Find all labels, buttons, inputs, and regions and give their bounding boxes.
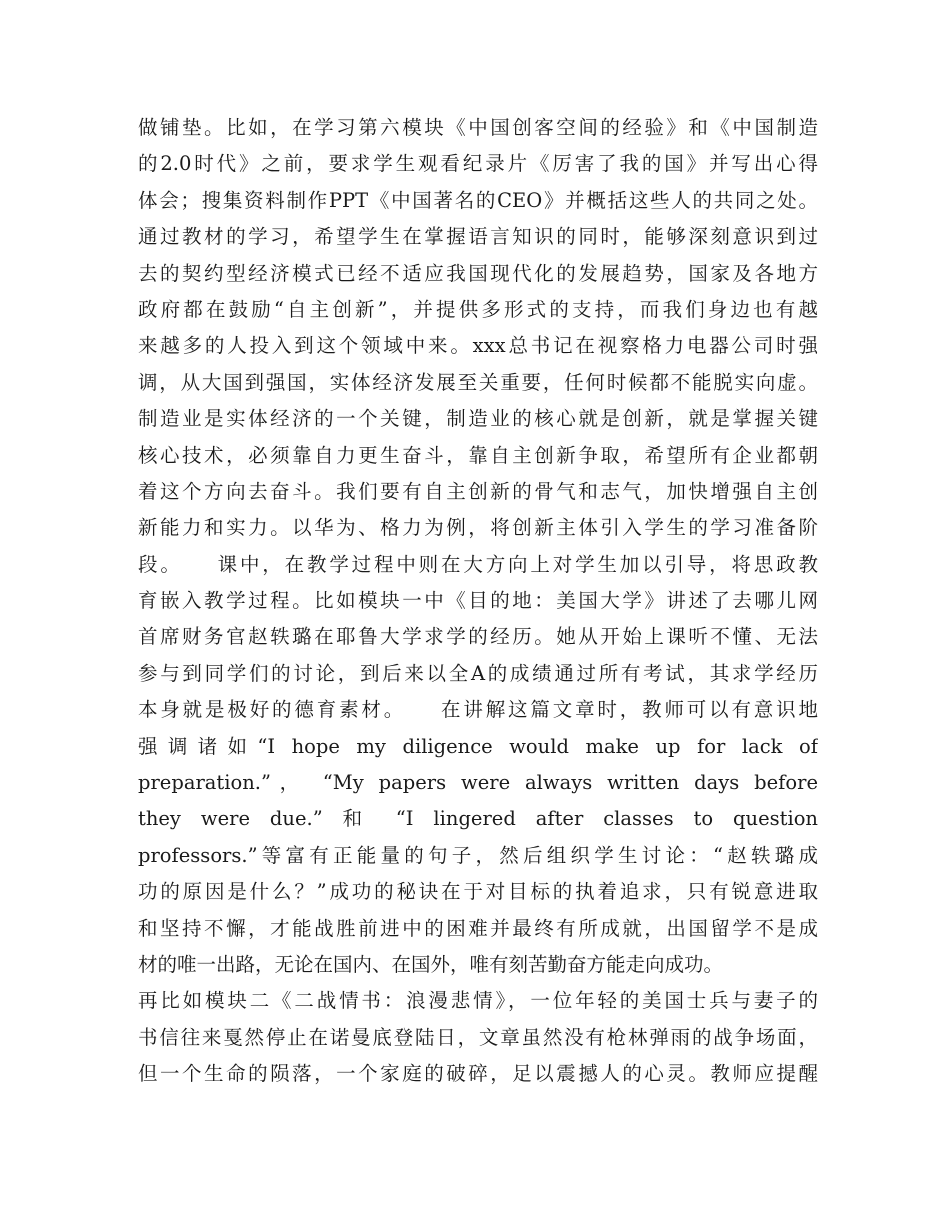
text-line: 通过教材的学习，希望学生在掌握语言知识的同时，能够深刻意识到过 [138, 225, 818, 249]
text-line: 段。 课中，在教学过程中则在大方向上对学生加以引导，将思政教 [138, 552, 818, 576]
text-line: 书信往来戛然停止在诺曼底登陆日，文章虽然没有枪林弹雨的战争场面， [138, 1025, 818, 1049]
text-line: 来越多的人投入到这个领域中来。xxx总书记在视察格力电器公司时强 [138, 334, 818, 358]
text-line: 调，从大国到强国，实体经济发展至关重要，任何时候都不能脱实向虚。 [138, 370, 818, 394]
text-line: 制造业是实体经济的一个关键，制造业的核心就是创新，就是掌握关键 [138, 407, 818, 431]
text-line: 做铺垫。比如，在学习第六模块《中国创客空间的经验》和《中国制造 [138, 116, 818, 139]
text-line: 新能力和实力。以华为、格力为例，将创新主体引入学生的学习准备阶 [138, 516, 818, 540]
text-line: preparation.”， “My papers were always written days before [138, 771, 818, 795]
text-line: 育嵌入教学过程。比如模块一中《目的地：美国大学》讲述了去哪儿网 [138, 589, 818, 613]
text-line: they were due.” 和 “I lingered after classes to question [138, 807, 818, 831]
text-line: 但一个生命的陨落，一个家庭的破碎，足以震撼人的心灵。教师应提醒 [138, 1062, 818, 1086]
text-line: 再比如模块二《二战情书：浪漫悲情》，一位年轻的美国士兵与妻子的 [138, 989, 818, 1013]
text-line: 的2.0时代》之前，要求学生观看纪录片《厉害了我的国》并写出心得 [138, 152, 818, 176]
text-line: 首席财务官赵轶璐在耶鲁大学求学的经历。她从开始上课听不懂、无法 [138, 625, 818, 649]
text-line: 去的契约型经济模式已经不适应我国现代化的发展趋势，国家及各地方 [138, 261, 818, 285]
text-line: 本身就是极好的德育素材。 在讲解这篇文章时，教师可以有意识地 [138, 698, 818, 722]
text-line: professors.”等富有正能量的句子，然后组织学生讨论：“赵轶璐成 [138, 843, 818, 867]
text-line: 着这个方向去奋斗。我们要有自主创新的骨气和志气，加快增强自主创 [138, 479, 818, 503]
text-line: 材的唯一出路，无论在国内、在国外，唯有刻苦勤奋方能走向成功。 [138, 952, 724, 976]
text-line: 参与到同学们的讨论，到后来以全A的成绩通过所有考试，其求学经历 [138, 661, 818, 685]
text-line: 政府都在鼓励“自主创新”，并提供多形式的支持，而我们身边也有越 [138, 297, 818, 321]
text-line: 核心技术，必须靠自力更生奋斗，靠自主创新争取，希望所有企业都朝 [138, 443, 818, 467]
text-line: 和坚持不懈，才能战胜前进中的困难并最终有所成就，出国留学不是成 [138, 916, 818, 940]
body-text [138, 110, 818, 1093]
text-line: 强调诸如“I hope my diligence would make up for lack of [138, 734, 818, 758]
text-line: 体会；搜集资料制作PPT《中国著名的CEO》并概括这些人的共同之处。 [138, 188, 818, 212]
text-line: 功的原因是什么？”成功的秘诀在于对目标的执着追求，只有锐意进取 [138, 880, 818, 904]
